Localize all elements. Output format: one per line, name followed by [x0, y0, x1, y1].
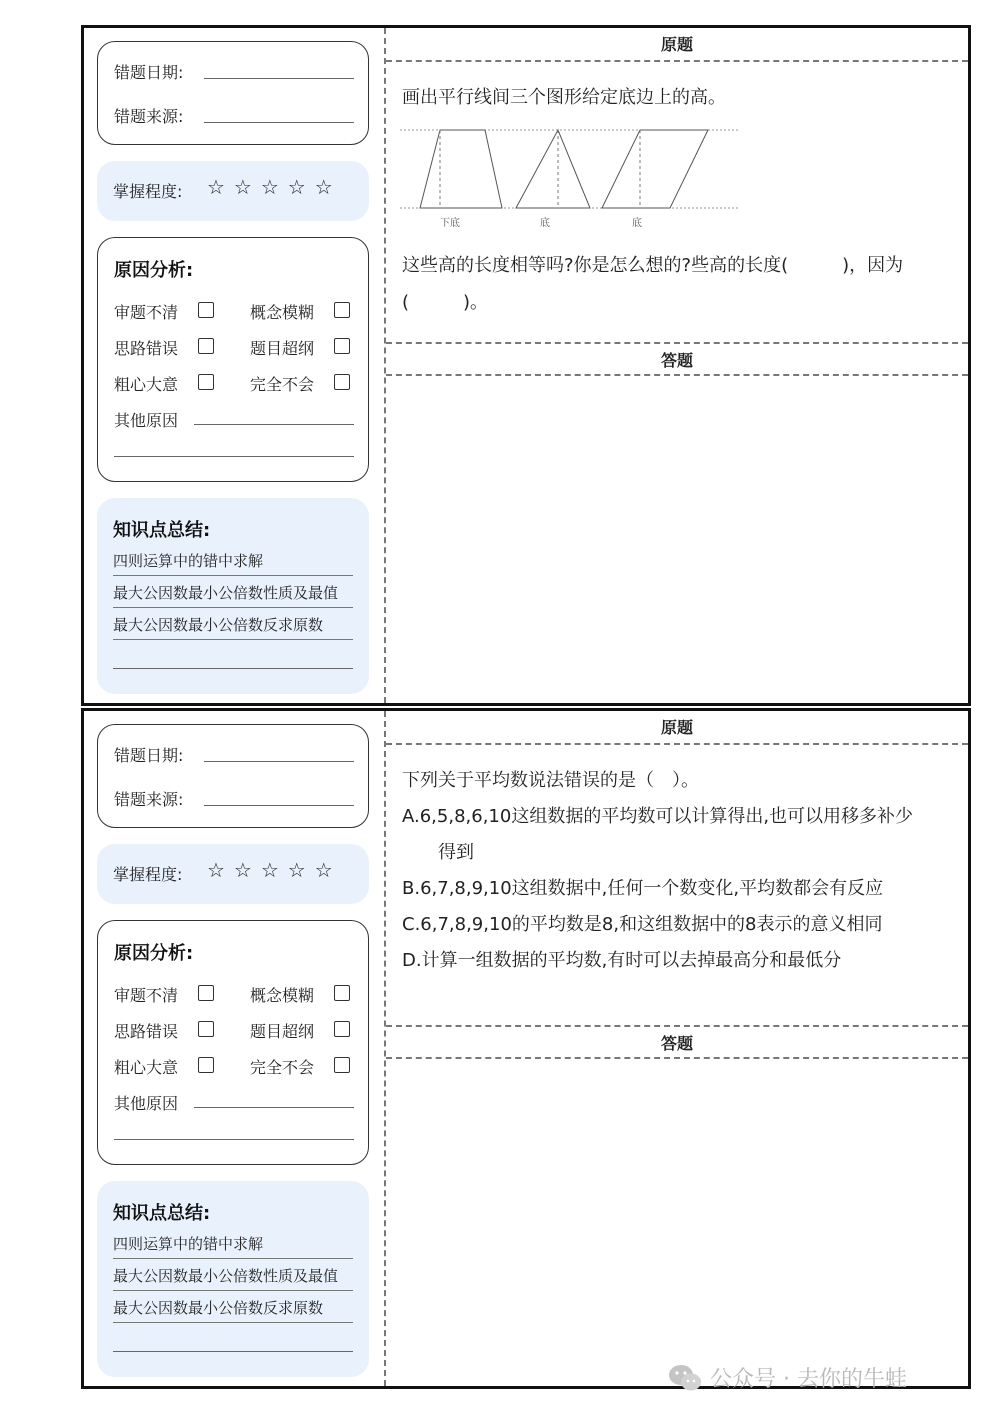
- source-label: 错题来源:: [114, 790, 184, 809]
- question-followup: 这些高的长度相等吗?你是怎么想的?些高的长度( )，因为: [402, 255, 904, 276]
- other-reason-line-2[interactable]: [114, 456, 354, 457]
- reason-option: 审题不清: [114, 986, 179, 1005]
- reason-title: 原因分析:: [114, 943, 194, 964]
- meta-box: [97, 724, 369, 828]
- reason-box: [97, 237, 369, 482]
- reason-option: 粗心大意: [114, 1058, 179, 1077]
- watermark: [668, 1362, 907, 1393]
- figure-label: 底: [632, 218, 642, 229]
- error-card-2: [81, 708, 971, 1389]
- reason-checkbox[interactable]: [334, 302, 350, 318]
- reason-option: 思路错误: [114, 339, 179, 358]
- reason-checkbox[interactable]: [198, 1057, 214, 1073]
- other-reason-label: 其他原因: [114, 1094, 179, 1113]
- reason-box: [97, 920, 369, 1165]
- knowledge-item: 四则运算中的错中求解: [113, 550, 353, 576]
- reason-option: 完全不会: [250, 1058, 315, 1077]
- other-reason-line[interactable]: [194, 424, 354, 425]
- date-label: 错题日期:: [114, 63, 184, 82]
- question-option-a-cont: 得到: [438, 842, 474, 863]
- answer-area[interactable]: [386, 378, 968, 703]
- mastery-stars[interactable]: ☆☆☆☆☆: [207, 175, 342, 199]
- reason-checkbox[interactable]: [334, 985, 350, 1001]
- meta-box: [97, 41, 369, 145]
- card-sidebar: [84, 711, 386, 1386]
- reason-option: 概念模糊: [250, 986, 315, 1005]
- question-prompt: 下列关于平均数说法错误的是（ ）。: [402, 770, 699, 791]
- reason-option: 思路错误: [114, 1022, 179, 1041]
- mastery-box: [97, 844, 369, 904]
- knowledge-blank-line[interactable]: [113, 1351, 353, 1352]
- other-reason-line[interactable]: [194, 1107, 354, 1108]
- figure-label: 下底: [440, 218, 460, 229]
- other-reason-line-2[interactable]: [114, 1139, 354, 1140]
- knowledge-title: 知识点总结:: [113, 1203, 211, 1224]
- answer-area[interactable]: [386, 1061, 968, 1386]
- knowledge-blank-line[interactable]: [113, 668, 353, 669]
- card-sidebar: [84, 28, 386, 703]
- mastery-stars[interactable]: ☆☆☆☆☆: [207, 858, 342, 882]
- date-input-line[interactable]: [204, 78, 354, 79]
- knowledge-item: 最大公因数最小公倍数反求原数: [113, 614, 353, 640]
- knowledge-item: 最大公因数最小公倍数反求原数: [113, 1297, 353, 1323]
- reason-option: 审题不清: [114, 303, 179, 322]
- reason-checkbox[interactable]: [198, 985, 214, 1001]
- reason-checkbox[interactable]: [198, 1021, 214, 1037]
- parallel-lines-figure: [400, 124, 740, 236]
- wechat-icon: [668, 1363, 702, 1393]
- reason-option: 题目超纲: [250, 339, 315, 358]
- date-input-line[interactable]: [204, 761, 354, 762]
- reason-checkbox[interactable]: [334, 338, 350, 354]
- reason-checkbox[interactable]: [334, 374, 350, 390]
- knowledge-title: 知识点总结:: [113, 520, 211, 541]
- reason-title: 原因分析:: [114, 260, 194, 281]
- question-option-b: B.6,7,8,9,10这组数据中,任何一个数变化,平均数都会有反应: [402, 878, 884, 899]
- error-card-1: [81, 25, 971, 706]
- mastery-box: [97, 161, 369, 221]
- date-label: 错题日期:: [114, 746, 184, 765]
- question-followup-2: ( )。: [402, 292, 489, 313]
- reason-option: 完全不会: [250, 375, 315, 394]
- question-prompt: 画出平行线间三个图形给定底边上的高。: [402, 87, 726, 108]
- watermark-text: 公众号 · 去你的牛蛙: [710, 1367, 907, 1392]
- question-option-d: D.计算一组数据的平均数,有时可以去掉最高分和最低分: [402, 950, 842, 971]
- question-header: 原题: [386, 28, 968, 62]
- reason-checkbox[interactable]: [334, 1021, 350, 1037]
- question-option-a: A.6,5,8,6,10这组数据的平均数可以计算得出,也可以用移多补少: [402, 806, 914, 827]
- answer-header: 答题: [386, 1025, 968, 1059]
- reason-option: 题目超纲: [250, 1022, 315, 1041]
- mastery-label: 掌握程度:: [113, 865, 183, 884]
- source-input-line[interactable]: [204, 122, 354, 123]
- knowledge-item: 最大公因数最小公倍数性质及最值: [113, 582, 353, 608]
- source-label: 错题来源:: [114, 107, 184, 126]
- reason-checkbox[interactable]: [334, 1057, 350, 1073]
- reason-checkbox[interactable]: [198, 338, 214, 354]
- knowledge-item: 四则运算中的错中求解: [113, 1233, 353, 1259]
- source-input-line[interactable]: [204, 805, 354, 806]
- knowledge-box: [97, 498, 369, 694]
- question-option-c: C.6,7,8,9,10的平均数是8,和这组数据中的8表示的意义相同: [402, 914, 883, 935]
- mastery-label: 掌握程度:: [113, 182, 183, 201]
- answer-header: 答题: [386, 342, 968, 376]
- other-reason-label: 其他原因: [114, 411, 179, 430]
- reason-checkbox[interactable]: [198, 374, 214, 390]
- reason-checkbox[interactable]: [198, 302, 214, 318]
- figure-label: 底: [540, 218, 550, 229]
- knowledge-box: [97, 1181, 369, 1377]
- reason-option: 概念模糊: [250, 303, 315, 322]
- card-main: [386, 28, 968, 703]
- knowledge-item: 最大公因数最小公倍数性质及最值: [113, 1265, 353, 1291]
- reason-option: 粗心大意: [114, 375, 179, 394]
- question-header: 原题: [386, 711, 968, 745]
- card-main: [386, 711, 968, 1386]
